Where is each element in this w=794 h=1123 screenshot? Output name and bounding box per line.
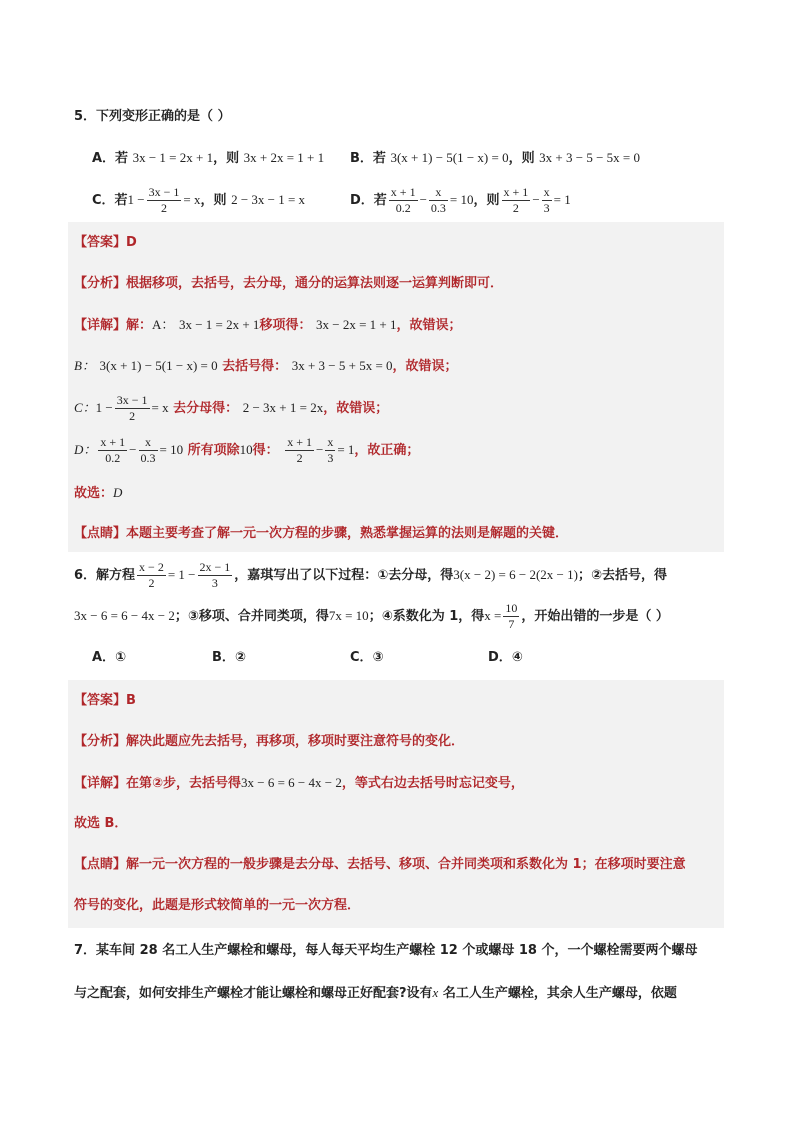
q6-option-c: C．③	[350, 650, 384, 665]
q5-solution-panel	[68, 222, 724, 552]
fraction: $\frac{x + 1}{0.2}$	[390, 185, 416, 215]
q5-answer: 【答案】D	[74, 235, 137, 250]
q6-option-b: B．②	[212, 650, 246, 665]
q6-solution-panel	[68, 680, 724, 928]
q7-stem-line2: 与之配套，如何安排生产螺栓才能让螺栓和螺母正好配套?设有x 名工人生产螺栓，其余人生产螺母，依题	[74, 985, 677, 1001]
q5-option-c: C．若1 − $\frac{3x - 1}{2}$ = x，则 2 − 3x − 1 = x	[92, 185, 306, 215]
q6-analysis: 【分析】解决此题应先去括号，再移项，移项时要注意符号的变化．	[74, 734, 465, 749]
q6-detail: 【详解】在第②步，去括号得3x − 6 = 6 − 4x − 2，等式右边去括号时忘记变号，	[74, 775, 524, 791]
q6-comment-line2: 符号的变化，此题是形式较简单的一元一次方程．	[74, 898, 361, 913]
q5-option-b: B．若 3(x + 1) − 5(1 − x) = 0，则 3x + 3 − 5 − 5x = 0	[350, 150, 640, 166]
q6-option-a: A．①	[92, 650, 127, 665]
fraction: $\frac{x + 1}{2}$	[503, 185, 529, 215]
fraction: $\frac{x - 2}{2}$	[139, 560, 164, 590]
fraction: $\frac{x}{0.3}$	[430, 185, 446, 215]
fraction: $\frac{3x - 1}{2}$	[116, 393, 148, 423]
fraction: $\frac{10}{7}$	[505, 601, 518, 631]
q6-comment-line1: 【点睛】解一元一次方程的一般步骤是去分母、去括号、移项、合并同类项和系数化为 1；在移项时要注意	[74, 857, 686, 872]
q6-stem-line2: 3x − 6 = 6 − 4x − 2；③移项、合并同类项，得7x = 10；④系数化为 1，得x = $\frac{10}{7}$ ，开始出错的一步是（ ）	[74, 601, 669, 631]
q5-detail-a: 【详解】解：A： 3x − 1 = 2x + 1移项得： 3x − 2x = 1 + 1，故错误；	[74, 317, 462, 333]
q7-stem-line1: 7．某车间 28 名工人生产螺栓和螺母，每人每天平均生产螺栓 12 个或螺母 18 个，一个螺栓需要两个螺母	[74, 943, 698, 958]
q5-option-a: A．若 3x − 1 = 2x + 1，则 3x + 2x = 1 + 1	[92, 150, 325, 166]
q5-analysis: 【分析】根据移项，去括号，去分母，通分的运算法则逐一运算判断即可．	[74, 276, 504, 291]
fraction: $\frac{3x - 1}{2}$	[148, 185, 180, 215]
fraction: $\frac{x + 1}{0.2}$	[100, 435, 126, 465]
fraction: $\frac{x + 1}{2}$	[287, 435, 312, 465]
fraction: $\frac{x}{3}$	[327, 435, 334, 465]
q5-detail-c: C：1 − $\frac{3x - 1}{2}$ = x 去分母得： 2 − 3x + 1 = 2x，故错误；	[74, 393, 389, 423]
q6-choose: 故选 B．	[74, 816, 128, 831]
q5-option-d: D．若 $\frac{x + 1}{0.2}$ − $\frac{x}{0.3}$ = 10，则 $\frac{x + 1}{2}$ − $\frac{x}{3}$ = 1	[350, 185, 571, 215]
fraction: $\frac{x}{0.3}$	[140, 435, 156, 465]
q5-choose: 故选：D	[74, 485, 123, 501]
q5-detail-d: D： $\frac{x + 1}{0.2}$ − $\frac{x}{0.3}$ = 10 所有项除10得： $\frac{x + 1}{2}$ − $\frac{x}{3}$ = 1，故正确；	[74, 435, 420, 465]
q5-detail-b: B： 3(x + 1) − 5(1 − x) = 0 去括号得： 3x + 3 − 5 + 5x = 0，故错误；	[74, 358, 458, 374]
fraction: $\frac{x}{3}$	[543, 185, 550, 215]
q5-comment: 【点睛】本题主要考查了解一元一次方程的步骤，熟悉掌握运算的法则是解题的关键．	[74, 526, 569, 541]
q5-stem: 5．下列变形正确的是（ ）	[74, 109, 231, 124]
fraction: $\frac{2x - 1}{3}$	[199, 560, 231, 590]
q6-stem-line1: 6．解方程 $\frac{x - 2}{2}$ = 1 − $\frac{2x - 1}{3}$ ，嘉琪写出了以下过程：①去分母，得3(x − 2) = 6 − 2(2x − 1)；②去括号，得	[74, 560, 667, 590]
q6-answer: 【答案】B	[74, 693, 136, 708]
q6-option-d: D．④	[488, 650, 523, 665]
